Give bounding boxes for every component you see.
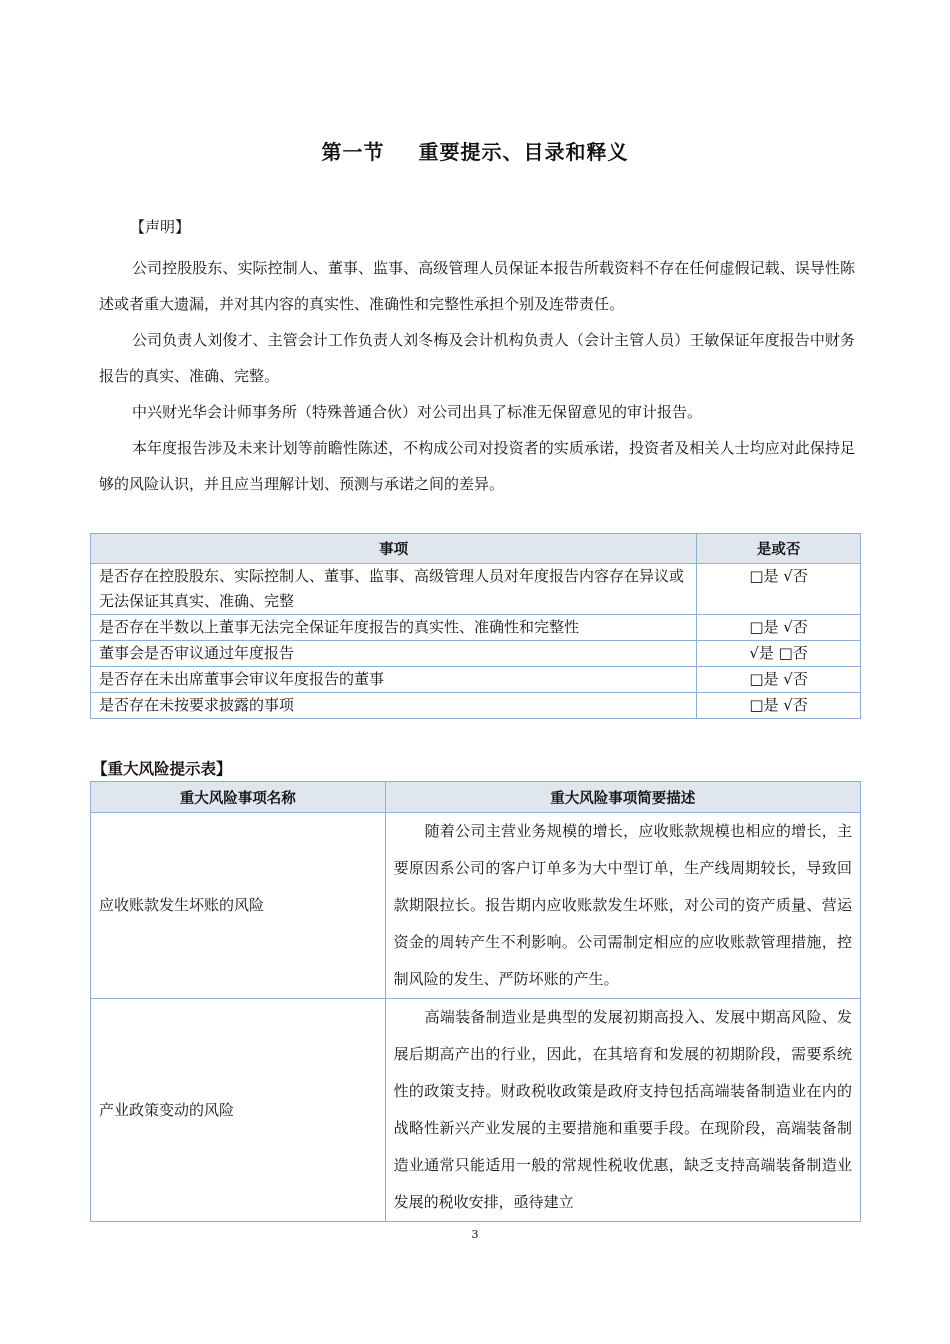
declaration-paragraph: 本年度报告涉及未来计划等前瞻性陈述，不构成公司对投资者的实质承诺，投资者及相关人士均应对此保持足够的风险认识，并且应当理解计划、预测与承诺之间的差异。	[99, 439, 855, 493]
declaration-table	[90, 533, 861, 719]
risk-table	[90, 781, 861, 1222]
table-row	[91, 999, 861, 1222]
table-row	[91, 813, 861, 999]
declaration-answer: □是 √否	[697, 615, 861, 641]
risk-name: 应收账款发生坏账的风险	[91, 813, 386, 999]
table-row	[91, 564, 861, 615]
declaration-answer: □是 √否	[697, 667, 861, 693]
declaration-item: 是否存在未按要求披露的事项	[91, 693, 697, 719]
declaration-item: 是否存在未出席董事会审议年度报告的董事	[91, 667, 697, 693]
page-number: 3	[471, 1228, 479, 1241]
risk-description: 高端装备制造业是典型的发展初期高投入、发展中期高风险、发展后期高产出的行业，因此，在其培育和发展的初期阶段，需要系统性的政策支持。财政税收政策是政府支持包括高端装备制造业在内的战略性新兴产业发展的主要措施和重要手段。在现阶段，高端装备制造业通常只能适用一般的常规性税收优惠，缺乏支持高端装备制造业发展的税收安排，亟待建立	[385, 999, 860, 1222]
declaration-answer: √是 □否	[697, 641, 861, 667]
column-header-item: 事项	[91, 534, 697, 564]
section-title: 重要提示、目录和释义	[418, 140, 629, 164]
declaration-item: 是否存在半数以上董事无法完全保证年度报告的真实性、准确性和完整性	[91, 615, 697, 641]
risk-name: 产业政策变动的风险	[91, 999, 386, 1222]
declaration-answer: □是 √否	[697, 564, 861, 615]
declaration-answer: □是 √否	[697, 693, 861, 719]
column-header-yes-no: 是或否	[697, 534, 861, 564]
table-row	[91, 667, 861, 693]
table-row	[91, 693, 861, 719]
table-row	[91, 615, 861, 641]
column-header-risk-description: 重大风险事项简要描述	[385, 782, 860, 813]
column-header-risk-name: 重大风险事项名称	[91, 782, 386, 813]
table-row	[91, 641, 861, 667]
page-title	[0, 136, 950, 165]
declaration-paragraph: 公司控股股东、实际控制人、董事、监事、高级管理人员保证本报告所载资料不存在任何虚假记载、误导性陈述或者重大遗漏，并对其内容的真实性、准确性和完整性承担个别及连带责任。	[99, 259, 855, 313]
declaration-item: 是否存在控股股东、实际控制人、董事、监事、高级管理人员对年度报告内容存在异议或无法保证其真实、准确、完整	[91, 564, 697, 615]
declaration-paragraph: 公司负责人刘俊才、主管会计工作负责人刘冬梅及会计机构负责人（会计主管人员）王敏保证年度报告中财务报告的真实、准确、完整。	[99, 331, 855, 385]
risk-table-heading: 【重大风险提示表】	[92, 760, 232, 778]
declaration-paragraph: 中兴财光华会计师事务所（特殊普通合伙）对公司出具了标准无保留意见的审计报告。	[132, 403, 703, 421]
declaration-label: 【声明】	[130, 218, 191, 236]
declaration-item: 董事会是否审议通过年度报告	[91, 641, 697, 667]
section-number: 第一节	[321, 140, 385, 164]
risk-description: 随着公司主营业务规模的增长，应收账款规模也相应的增长，主要原因系公司的客户订单多为大中型订单，生产线周期较长，导致回款期限拉长。报告期内应收账款发生坏账，对公司的资产质量、营运资金的周转产生不利影响。公司需制定相应的应收账款管理措施，控制风险的发生、严防坏账的产生。	[385, 813, 860, 999]
